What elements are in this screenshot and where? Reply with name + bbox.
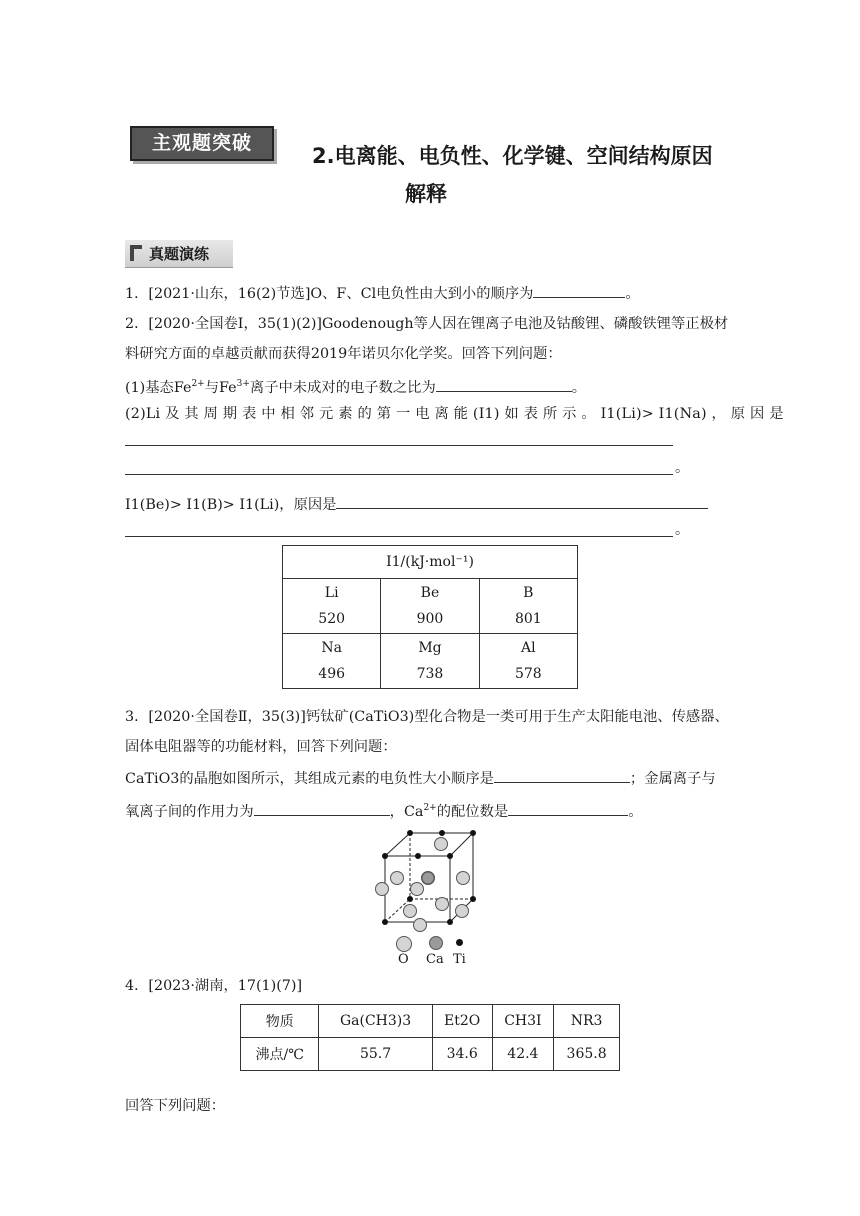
question-3-line1: 3．[2020·全国卷Ⅱ，35(3)]钙钛矿(CaTiO3)型化合物是一类可用于生产太阳能电池、传感器、 — [125, 709, 729, 725]
corner-bracket-icon — [130, 245, 142, 261]
answer-blank[interactable] — [533, 283, 625, 298]
period: 。 — [675, 460, 690, 476]
answer-blank[interactable] — [254, 801, 390, 816]
question-2-sub1: (1)基态$Fe^{2+}$与$Fe^{3+}$离子中未成对的电子数之比为 。 — [125, 374, 586, 398]
calcium-legend-icon — [429, 936, 443, 950]
legend-o: O — [398, 952, 409, 967]
page-title-continued: 解释 — [405, 182, 447, 206]
period: 。 — [675, 522, 690, 538]
question-3-line3: CaTiO3的晶胞如图所示，其组成元素的电负性大小顺序是 ；金属离子与 — [125, 768, 716, 789]
ionization-energy-table — [282, 545, 578, 689]
question-2-line2: 料研究方面的卓越贡献而获得2019年诺贝尔化学奖。回答下列问题： — [125, 346, 562, 362]
question-3-line2: 固体电阻器等的功能材料，回答下列问题： — [125, 739, 397, 755]
answer-blank[interactable] — [494, 768, 630, 783]
answer-line[interactable] — [125, 536, 673, 537]
question-2-sub2: (2)Li 及 其 周 期 表 中 相 邻 元 素 的 第 一 电 离 能 (I1) 如 表 所 示 。 I1(Li)> I1(Na) ， 原 因 是 — [125, 406, 784, 422]
question-2-sub3: I1(Be)> I1(B)> I1(Li)，原因是 — [125, 494, 708, 515]
table-row: 物质 Ga(CH3)3 Et2O CH3I NR3 — [241, 1005, 620, 1038]
table-header: I1/(kJ·mol⁻¹) — [283, 546, 578, 579]
table-row: 沸点/℃ 55.7 34.6 42.4 365.8 — [241, 1038, 620, 1071]
page-title: 2.电离能、电负性、化学键、空间结构原因 — [312, 144, 713, 168]
question-4: 4．[2023·湖南，17(1)(7)] — [125, 978, 303, 994]
table-row: Na 496 Mg 738 Al 578 — [283, 634, 578, 689]
legend-ti: Ti — [453, 952, 466, 967]
oxygen-legend-icon — [396, 936, 412, 952]
answer-blank[interactable] — [336, 494, 708, 509]
legend-ca: Ca — [426, 952, 444, 967]
answer-line[interactable] — [125, 445, 673, 446]
titanium-legend-icon — [456, 939, 463, 946]
boiling-point-table — [240, 1004, 620, 1071]
answer-blank[interactable] — [508, 801, 628, 816]
table-row: Li 520 Be 900 B 801 — [283, 579, 578, 634]
answer-line[interactable] — [125, 474, 673, 475]
section-label: 真题演练 — [149, 245, 210, 263]
question-1: 1．[2021·山东，16(2)节选]O、F、Cl电负性由大到小的顺序为 。 — [125, 283, 640, 304]
question-2-line1: 2．[2020·全国卷Ⅰ，35(1)(2)]Goodenough等人因在锂离子电池及钴酸锂、磷酸铁锂等正极材 — [125, 316, 729, 332]
footer-text: 回答下列问题： — [125, 1098, 226, 1114]
answer-blank[interactable] — [436, 377, 572, 392]
section-badge: 主观题突破 — [130, 126, 274, 161]
question-3-line4: 氧离子间的作用力为 ，$Ca^{2+}$的配位数是 。 — [125, 798, 643, 822]
perovskite-unit-cell-diagram — [370, 826, 500, 946]
section-header — [125, 240, 233, 268]
